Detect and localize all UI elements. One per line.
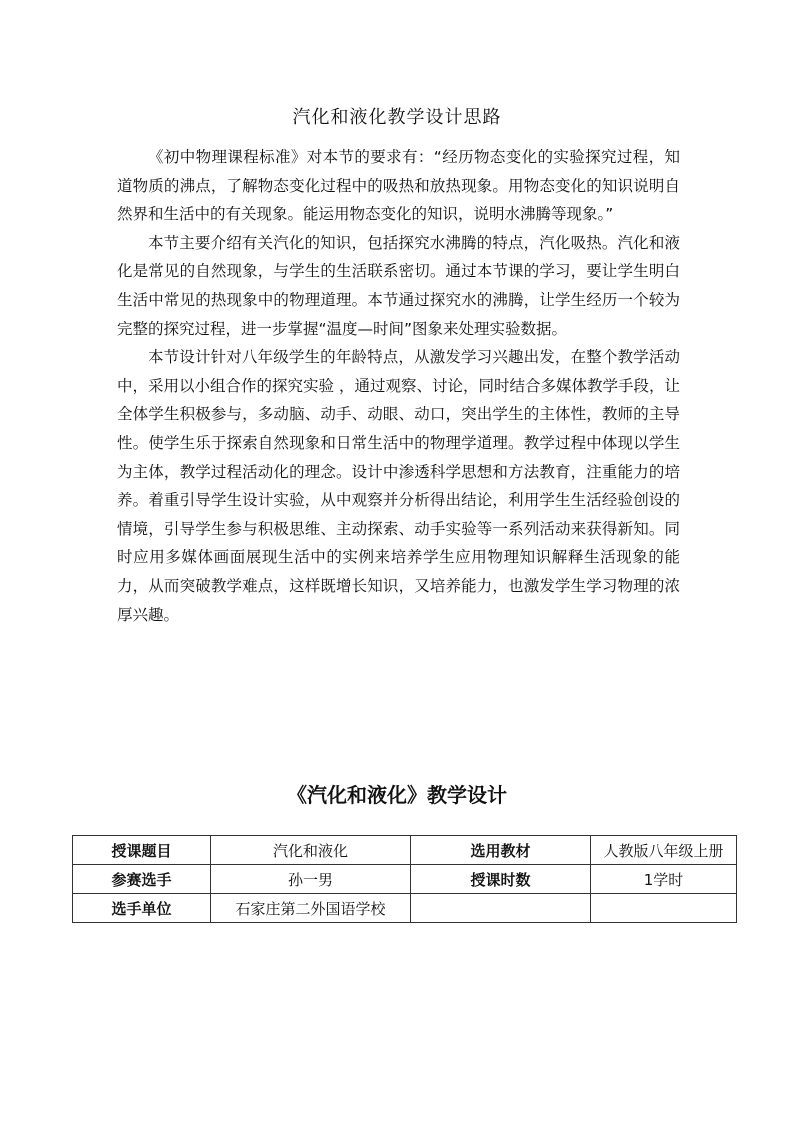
design-title: 《汽化和液化》教学设计 <box>287 783 507 807</box>
paragraph-3: 本节设计针对八年级学生的年龄特点，从激发学习兴趣出发，在整个教学活动中，采用以小组合作的探究实验 ，通过观察、讨论，同时结合多媒体教学手段，让全体学生积极参与，多动脑、动手、动眼、动口，突出学生的主体性，教师的主导性。使学生乐于探索自然现象和日常生活中的物理学道理。教学过程中体现以学生为主体，教学过程活动化的理念。设计中渗透科学思想和方法教育，注重能力的培养。着重引导学生设计实验，从中观察并分析得出结论，利用学生生活经验创设的情境，引导学生参与积极思维、主动探索、动手实验等一系列活动来获得新知。同时应用多媒体画面展现生活中的实例来培养学生应用物理知识解释生活现象的能力，从而突破教学难点，这样既增长知识，又培养能力，也激发学生学习物理的浓厚兴趣。 <box>117 348 680 624</box>
label-unit: 选手单位 <box>73 894 211 923</box>
label-textbook: 选用教材 <box>411 836 591 865</box>
table-row <box>73 894 737 923</box>
value-contestant: 孙一男 <box>211 865 411 894</box>
empty-cell <box>411 894 591 923</box>
document-title: 汽化和液化教学设计思路 <box>292 107 502 128</box>
value-textbook: 人教版八年级上册 <box>591 836 737 865</box>
label-contestant: 参赛选手 <box>73 865 211 894</box>
table-row <box>73 836 737 865</box>
label-class-hours: 授课时数 <box>411 865 591 894</box>
value-topic: 汽化和液化 <box>211 836 411 865</box>
empty-cell <box>591 894 737 923</box>
value-class-hours: 1学时 <box>591 865 737 894</box>
paragraph-2: 本节主要介绍有关汽化的知识，包括探究水沸腾的特点，汽化吸热。汽化和液化是常见的自然现象，与学生的生活联系密切。通过本节课的学习，要让学生明白生活中常见的热现象中的物理道理。本节通过探究水的沸腾，让学生经历一个较为完整的探究过程，进一步掌握“温度—时间”图象来处理实验数据。 <box>117 233 680 338</box>
label-topic: 授课题目 <box>73 836 211 865</box>
value-unit: 石家庄第二外国语学校 <box>211 894 411 923</box>
info-table <box>72 835 737 923</box>
body-text <box>117 143 680 629</box>
table-row <box>73 865 737 894</box>
paragraph-1: 《初中物理课程标准》对本节的要求有：“经历物态变化的实验探究过程，知道物质的沸点，了解物态变化过程中的吸热和放热现象。用物态变化的知识说明自然界和生活中的有关现象。能运用物态变化的知识，说明水沸腾等现象。” <box>117 148 680 224</box>
